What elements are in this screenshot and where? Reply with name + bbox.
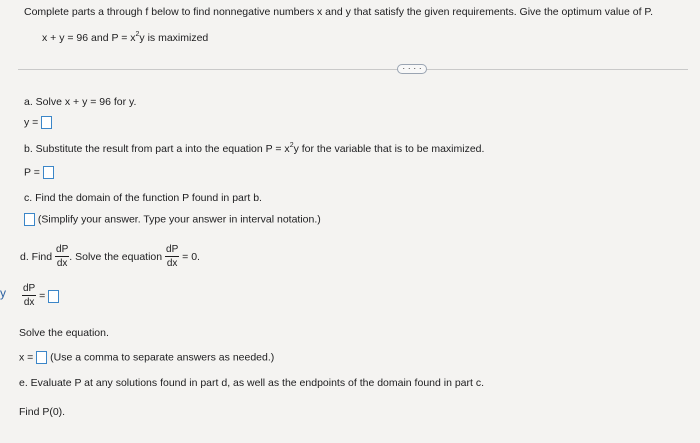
part-b-prompt-start: b. Substitute the result from part a into the equation P = x	[24, 143, 290, 155]
part-d-prompt-end: = 0.	[182, 250, 200, 263]
solve-equation-label: Solve the equation.	[19, 327, 109, 339]
section-divider	[18, 69, 688, 70]
part-b-prompt-end: y for the variable that is to be maximized.	[293, 143, 485, 155]
instructions-text: Complete parts a through f below to find nonnegative numbers x and y that satisfy the given requirements. Give the optimum value of P.	[24, 6, 653, 18]
x-answer-row	[19, 351, 274, 364]
part-a-answer	[24, 116, 52, 129]
x-answer-label: x =	[19, 351, 34, 364]
p-answer-label: P =	[24, 166, 40, 179]
dp-dx-fraction-2	[165, 245, 179, 269]
part-c-prompt: c. Find the domain of the function P found in part b.	[24, 192, 262, 204]
part-b-answer	[24, 166, 54, 179]
fraction-denominator: dx	[56, 258, 68, 269]
part-b-prompt	[24, 142, 484, 155]
answer-fraction-numerator: dP	[23, 283, 36, 294]
side-glyph: y	[0, 286, 6, 300]
domain-answer-input[interactable]	[24, 213, 35, 226]
answer-fraction-denominator: dx	[23, 297, 35, 308]
problem-constraint: x + y = 96 and P = x	[42, 32, 136, 44]
dp-dx-fraction	[55, 245, 69, 269]
part-d-prompt-mid: . Solve the equation	[69, 250, 163, 263]
fraction-numerator: dP	[56, 244, 69, 255]
fraction-numerator-2: dP	[166, 244, 179, 255]
part-b-exponent: 2	[289, 142, 294, 149]
problem-exponent: 2	[135, 31, 140, 38]
part-d-answer	[22, 284, 59, 308]
part-d-prompt	[20, 245, 200, 269]
part-e-find: Find P(0).	[19, 406, 66, 418]
problem-tail: y is maximized	[139, 32, 209, 44]
show-more-button[interactable]: · · · ·	[397, 64, 427, 74]
part-a-prompt: a. Solve x + y = 96 for y.	[24, 96, 137, 108]
y-answer-label: y =	[24, 116, 39, 129]
domain-hint: (Simplify your answer. Type your answer in interval notation.)	[37, 213, 321, 226]
part-e-prompt: e. Evaluate P at any solutions found in part d, as well as the endpoints of the domain found in part c.	[19, 377, 485, 389]
problem-statement	[42, 31, 208, 44]
derivative-equals: =	[39, 289, 46, 302]
p-answer-input[interactable]	[43, 166, 54, 179]
x-answer-hint: (Use a comma to separate answers as needed.)	[50, 351, 275, 364]
dp-dx-answer-fraction	[22, 284, 36, 308]
part-c-answer	[24, 213, 321, 226]
y-answer-input[interactable]	[41, 116, 52, 129]
part-d-prompt-start: d. Find	[20, 250, 53, 263]
x-answer-input[interactable]	[36, 351, 47, 364]
fraction-denominator-2: dx	[166, 258, 178, 269]
derivative-answer-input[interactable]	[48, 290, 59, 303]
